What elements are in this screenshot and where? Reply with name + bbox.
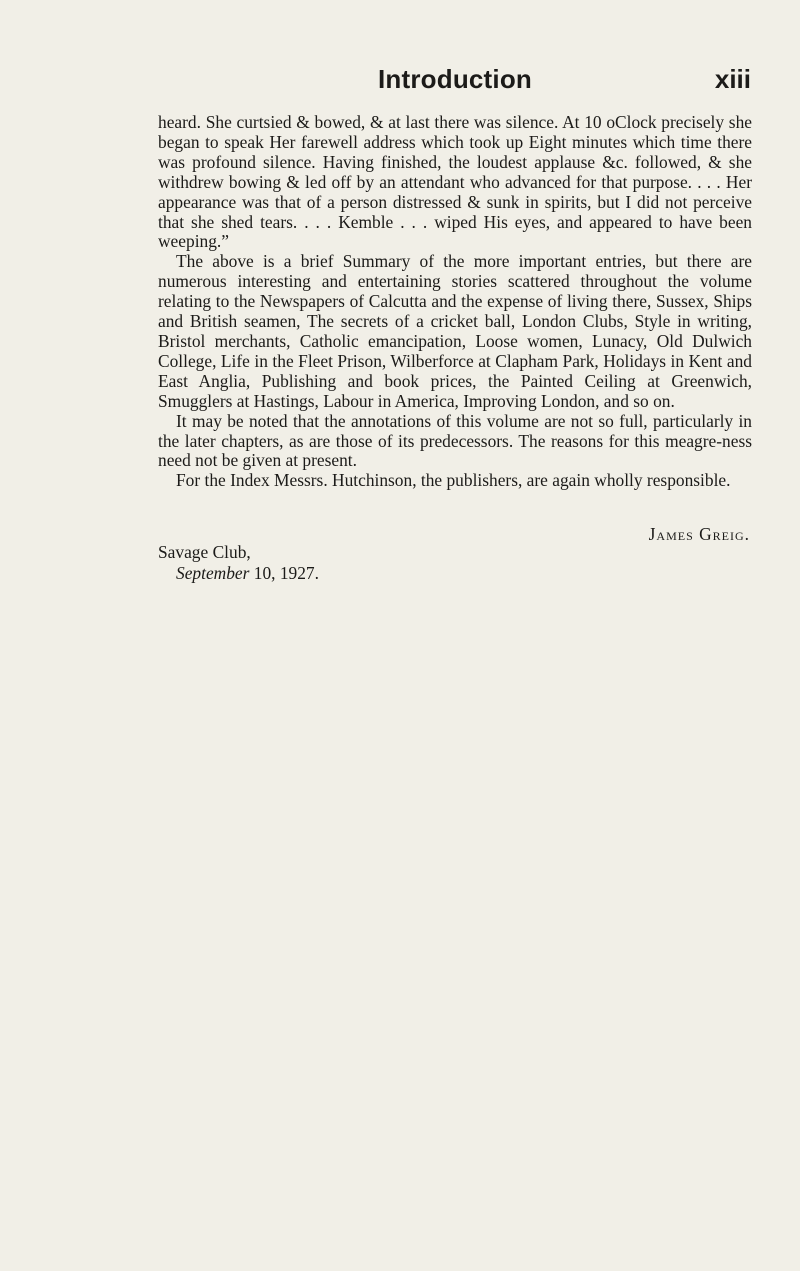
body-text: [158, 113, 752, 491]
date-line: [176, 563, 319, 584]
author-signature: James Greig.: [648, 524, 750, 544]
paragraph-continuation: heard. She curtsied & bowed, & at last there was silence. At 10 oClock precisely she began to speak Her farewell address which took up Eight minutes which time there was profound silence. Having finished, the loudest applause &c. followed, & she withdrew bowing & led off by an attendant who advanced for that purpose. . . . Her appearance was that of a person distressed & sunk in spirits, but I did not perceive that she shed tears. . . . Kemble . . . wiped His eyes, and appeared to have been weeping.”: [158, 112, 752, 252]
page-number: xiii: [714, 64, 751, 94]
place-line: Savage Club,: [158, 542, 251, 562]
paragraph-annotations: It may be noted that the annotations of this volume are not so full, particularly in the later chapters, as are those of its predecessors. The reasons for this meagre-ness need not be given at present.: [158, 410, 752, 471]
date-rest: 10, 1927.: [249, 563, 319, 583]
running-head: [157, 64, 753, 98]
date-month: September: [176, 563, 250, 583]
paragraph-index: For the Index Messrs. Hutchinson, the publishers, are again wholly responsible.: [176, 470, 731, 491]
running-head-title: Introduction: [377, 64, 533, 94]
paragraph-summary: The above is a brief Summary of the more important entries, but there are numerous interesting and entertaining stories scattered throughout the volume relating to the Newspapers of Calcutta and the expense of living there, Sussex, Ships and British seamen, The secrets of a cricket ball, London Clubs, Style in writing, Bristol merchants, Catholic emancipation, Loose women, Lunacy, Old Dulwich College, Life in the Fleet Prison, Wilberforce at Clapham Park, Holidays in Kent and East Anglia, Publishing and book prices, the Painted Ceiling at Greenwich, Smugglers at Hastings, Labour in America, Improving London, and so on.: [158, 251, 752, 411]
